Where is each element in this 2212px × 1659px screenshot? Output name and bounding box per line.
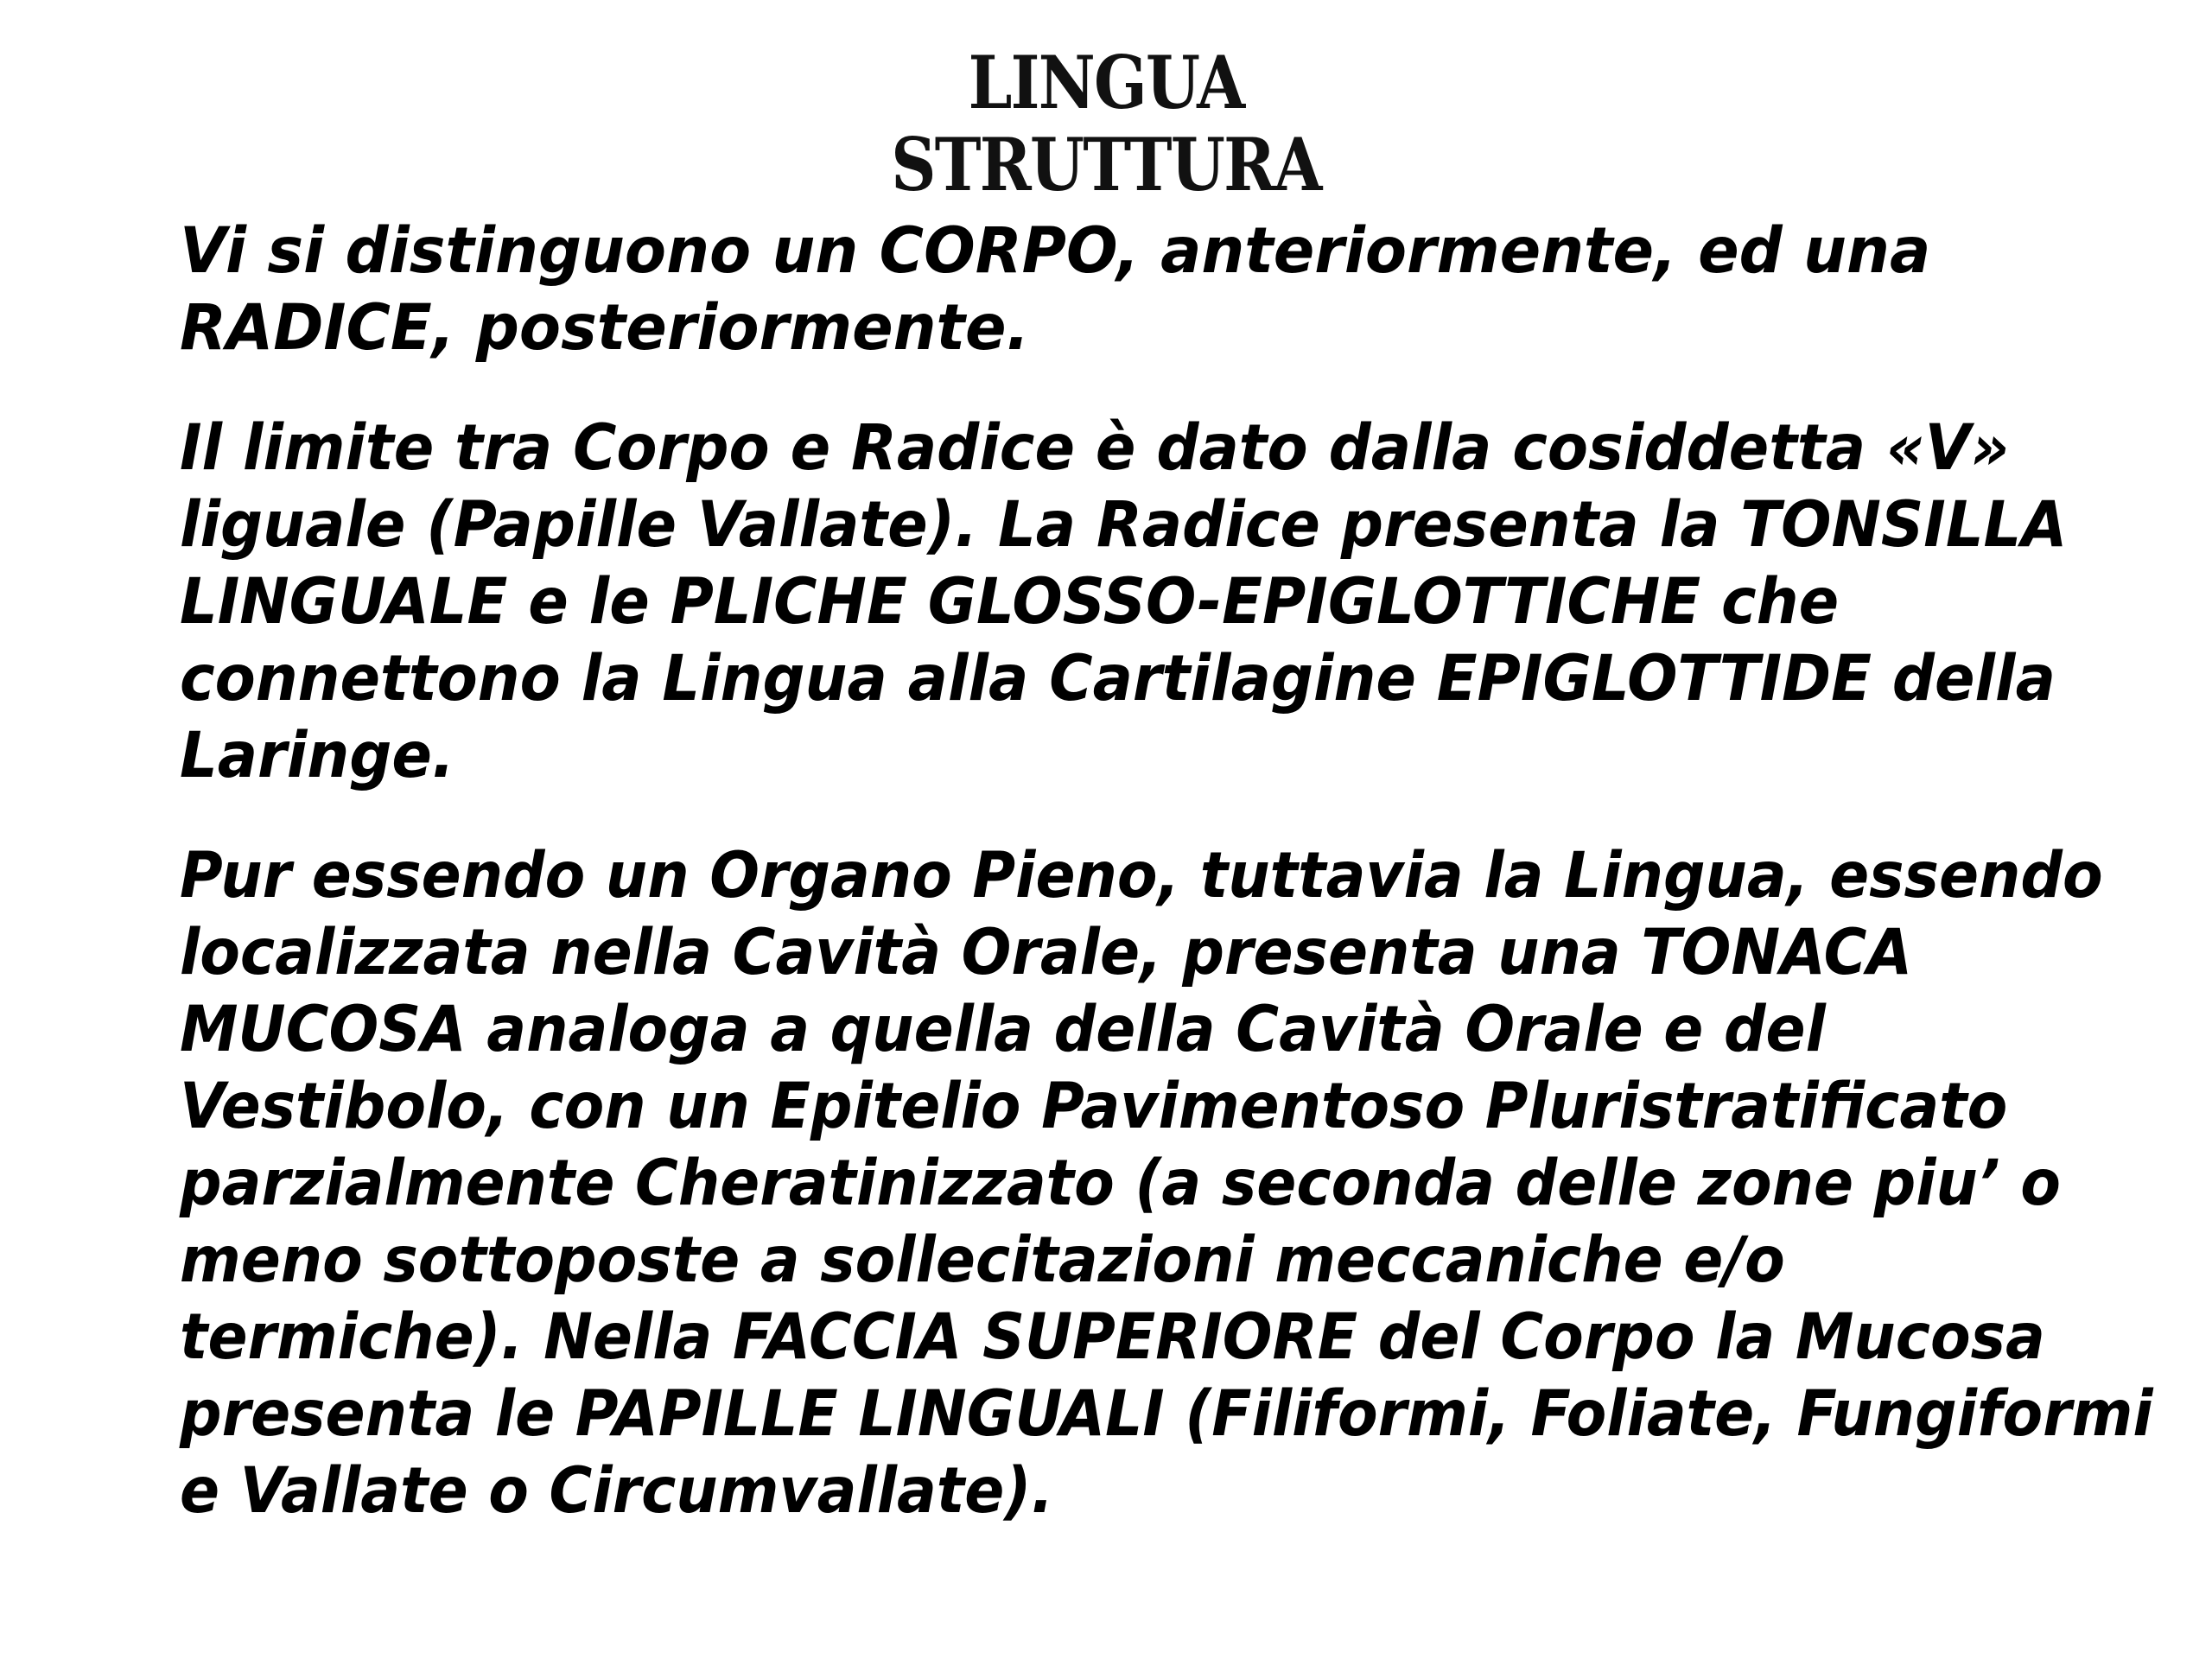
text-line: Vestibolo, con un Epitelio Pavimentoso Pluristratificato — [180, 1070, 2008, 1143]
text-line: liguale (Papille Vallate). La Radice presenta la TONSILLA — [180, 488, 2068, 562]
paragraph-mucosa — [180, 837, 2167, 1529]
text-line: Vi si distinguono un CORPO, anteriormente, ed una — [180, 214, 1931, 288]
text-line: localizzata nella Cavità Orale, presenta una TONACA — [180, 916, 1913, 989]
text-line: termiche). Nella FACCIA SUPERIORE del Corpo la Mucosa — [180, 1300, 2045, 1374]
text-line: LINGUALE e le PLICHE GLOSSO-EPIGLOTTICHE che — [180, 565, 1840, 639]
body-text — [180, 213, 2167, 1573]
text-line: e Vallate o Circumvallate). — [180, 1454, 1054, 1528]
slide-title — [0, 41, 2212, 206]
text-line: Laringe. — [180, 719, 454, 792]
title-line-2: STRUTTURA — [891, 122, 1321, 207]
text-line: RADICE, posteriormente. — [180, 291, 1030, 365]
text-line: Il limite tra Corpo e Radice è dato dalla cosiddetta «V» — [180, 411, 2010, 485]
text-line: presenta le PAPILLE LINGUALI (Filiformi, Foliate, Fungiformi — [180, 1377, 2153, 1451]
text-line: connettono la Lingua alla Cartilagine EPIGLOTTIDE della — [180, 642, 2056, 715]
title-line-1: LINGUA — [968, 40, 1244, 125]
paragraph-corpo-radice — [180, 213, 2167, 366]
text-line: meno sottoposte a sollecitazioni meccaniche e/o — [180, 1224, 1785, 1297]
paragraph-limite — [180, 410, 2167, 794]
text-line: MUCOSA analoga a quella della Cavità Orale e del — [180, 993, 1826, 1066]
text-line: Pur essendo un Organo Pieno, tuttavia la Lingua, essendo — [180, 839, 2103, 912]
text-line: parzialmente Cheratinizzato (a seconda delle zone piu’ o — [180, 1147, 2061, 1220]
